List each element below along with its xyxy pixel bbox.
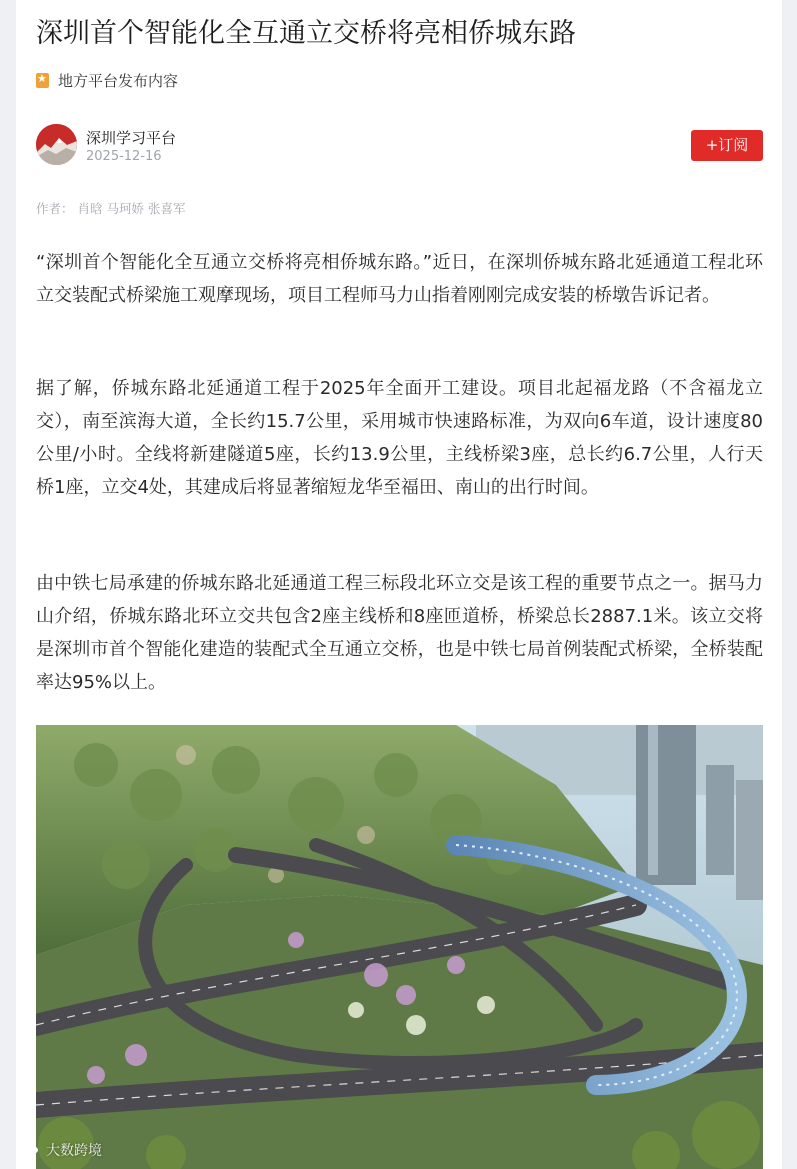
source-row <box>36 70 763 90</box>
article-page <box>16 0 782 1169</box>
avatar-mountain-icon <box>36 124 77 165</box>
article-paragraph: 由中铁七局承建的侨城东路北延通道工程三标段北环立交是该工程的重要节点之一。据马力山介绍，侨城东路北环立交共包含2座主线桥和8座匝道桥，桥梁总长2887.1米。该立交将是深圳市首个智能化建造的装配式全互通立交桥，也是中铁七局首例装配式桥梁，全桥装配率达95%以上。 <box>36 573 763 693</box>
star-badge-icon <box>36 73 49 88</box>
watermark <box>20 1140 102 1160</box>
article-paragraph: “深圳首个智能化全互通立交桥将亮相侨城东路。”近日，在深圳侨城东路北延通道工程北环立交装配式桥梁施工观摩现场，项目工程师马力山指着刚刚完成安装的桥墩告诉记者。 <box>36 252 763 306</box>
article-paragraph: 据了解，侨城东路北延通道工程于2025年全面开工建设。项目北起福龙路（不含福龙立交），南至滨海大道，全长约15.7公里，采用城市快速路标准，为双向6车道，设计速度80公里/小时。全线将新建隧道5座，长约13.9公里，主线桥梁3座，总长约6.7公里，人行天桥1座，立交4处，其建成后将显著缩短龙华至福田、南山的出行时间。 <box>36 378 763 498</box>
article-title: 深圳首个智能化全互通立交桥将亮相侨城东路 <box>36 18 576 49</box>
publish-date: 2025-12-16 <box>86 149 162 164</box>
subscribe-button[interactable]: +订阅 <box>691 130 763 161</box>
author-name: 马珂娇 <box>106 201 145 216</box>
authors-prefix: 作者： <box>36 201 74 216</box>
interchange-rendering-image[interactable] <box>36 725 763 1169</box>
author-name: 肖晗 <box>77 201 103 216</box>
interchange-illustration <box>36 725 763 1169</box>
author-name: 张喜军 <box>148 201 186 216</box>
publisher-avatar[interactable] <box>36 124 77 165</box>
source-label: 地方平台发布内容 <box>58 71 179 90</box>
watermark-text: 大数跨境 <box>46 1143 102 1159</box>
authors-line <box>36 199 763 217</box>
publisher-name[interactable]: 深圳学习平台 <box>86 129 177 147</box>
publisher-row <box>36 124 763 168</box>
watermark-logo-icon <box>20 1142 40 1158</box>
